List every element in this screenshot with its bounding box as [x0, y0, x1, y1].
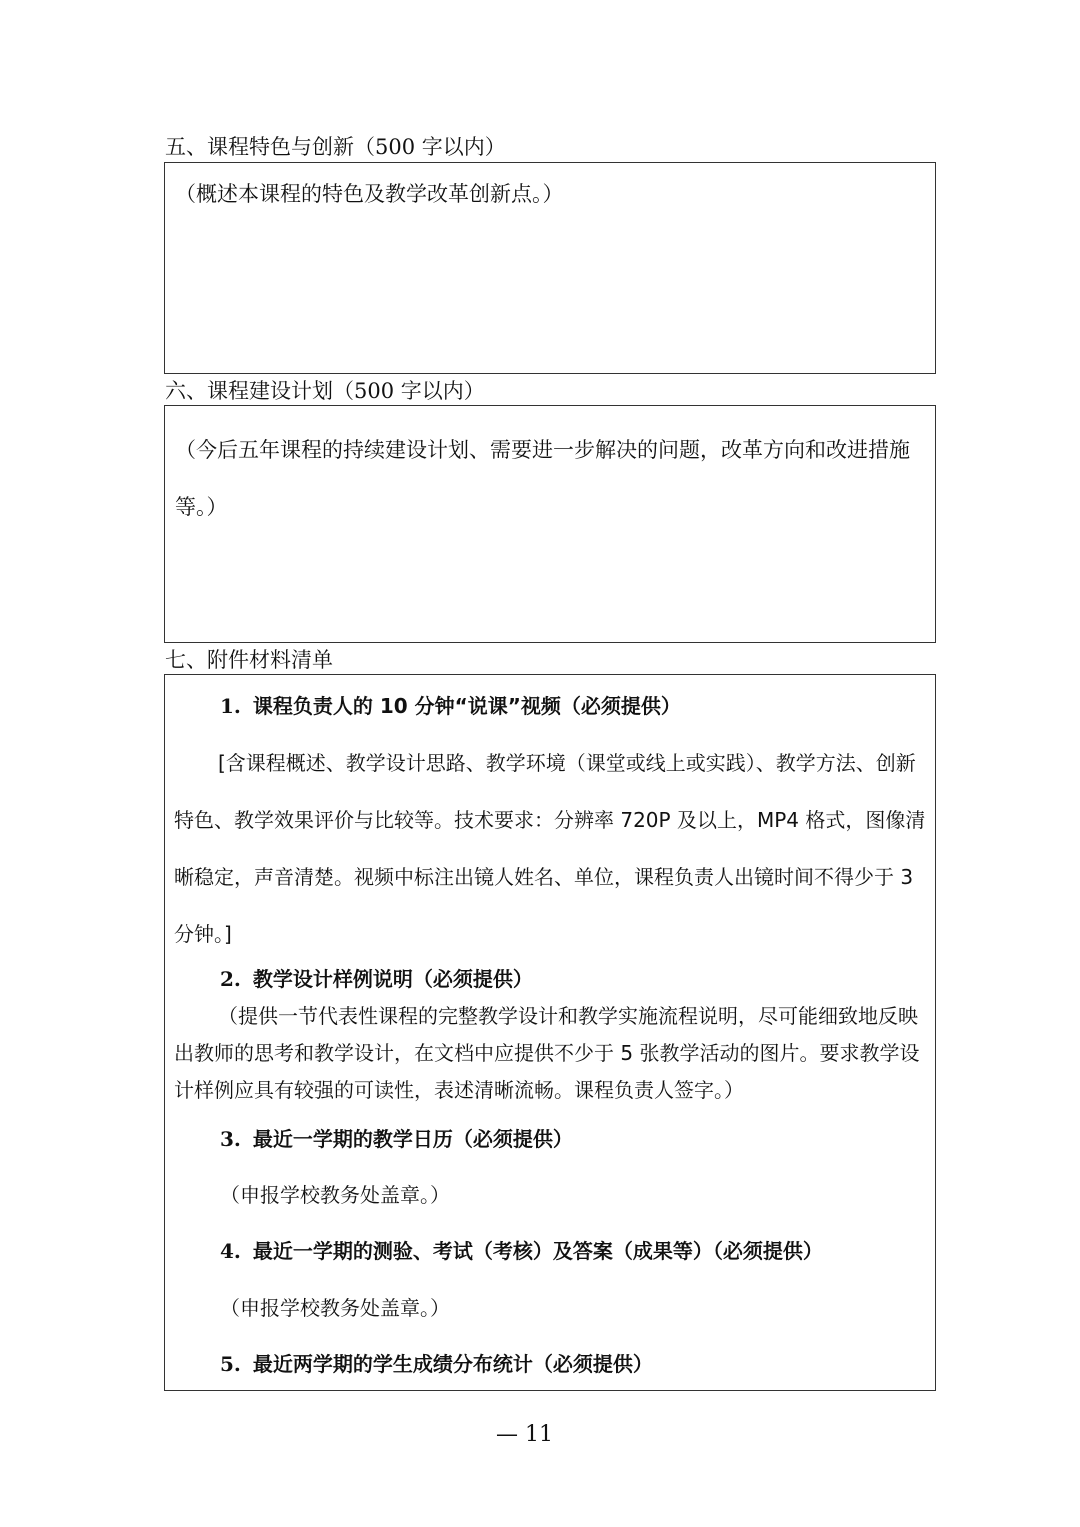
- section7-title: 七、附件材料清单: [165, 648, 333, 672]
- section6-box: [164, 405, 936, 643]
- section5-hint: （概述本课程的特色及教学改革创新点。）: [175, 182, 564, 206]
- attachment-item-3-heading: [220, 1124, 573, 1154]
- page-number: — 11: [496, 1422, 553, 1447]
- section6-hint: （今后五年课程的持续建设计划、需要进一步解决的问题，改革方向和改进措施等。）: [175, 438, 910, 519]
- attachment-item-4-title: 最近一学期的测验、考试（考核）及答案（成果等）（必须提供）: [252, 1239, 823, 1263]
- attachment-item-5-heading: [220, 1349, 653, 1379]
- attachment-item-2-title: 教学设计样例说明（必须提供）: [252, 967, 533, 991]
- attachment-item-3-title: 最近一学期的教学日历（必须提供）: [252, 1127, 573, 1151]
- section5-title: 五、课程特色与创新（500 字以内）: [165, 135, 506, 159]
- attachment-item-4-heading: [220, 1236, 823, 1266]
- attachment-item-1-text: [含课程概述、教学设计思路、教学环境（课堂或线上或实践）、教学方法、创新特色、教学效果评价与比较等。技术要求：分辨率 720P 及以上，MP4 格式，图像清晰稳定，声音清楚。视频中标注出镜人姓名、单位，课程负责人出镜时间不得少于 3 分钟。]: [174, 751, 926, 946]
- attachment-item-1-heading: [220, 691, 681, 721]
- attachment-item-5-number: 5.: [220, 1352, 241, 1376]
- attachment-item-4-text: （申报学校教务处盖章。）: [220, 1296, 450, 1320]
- attachment-item-1-number: 1.: [220, 694, 241, 718]
- attachment-item-4-number: 4.: [220, 1239, 241, 1263]
- attachment-item-2-number: 2.: [220, 967, 241, 991]
- attachment-item-2-heading: [220, 964, 533, 994]
- section5-box: [164, 162, 936, 374]
- attachment-item-3-text: （申报学校教务处盖章。）: [220, 1183, 450, 1207]
- attachment-item-5-title: 最近两学期的学生成绩分布统计（必须提供）: [252, 1352, 653, 1376]
- attachment-item-2-text: （提供一节代表性课程的完整教学设计和教学实施流程说明，尽可能细致地反映出教师的思考和教学设计，在文档中应提供不少于 5 张教学活动的图片。要求教学设计样例应具有较强的可读性，表述清晰流畅。课程负责人签字。）: [174, 1004, 920, 1102]
- section7-box: [164, 674, 936, 1391]
- attachment-item-3-number: 3.: [220, 1127, 241, 1151]
- attachment-item-1-title: 课程负责人的 10 分钟“说课”视频（必须提供）: [252, 694, 681, 718]
- section6-title: 六、课程建设计划（500 字以内）: [165, 379, 485, 403]
